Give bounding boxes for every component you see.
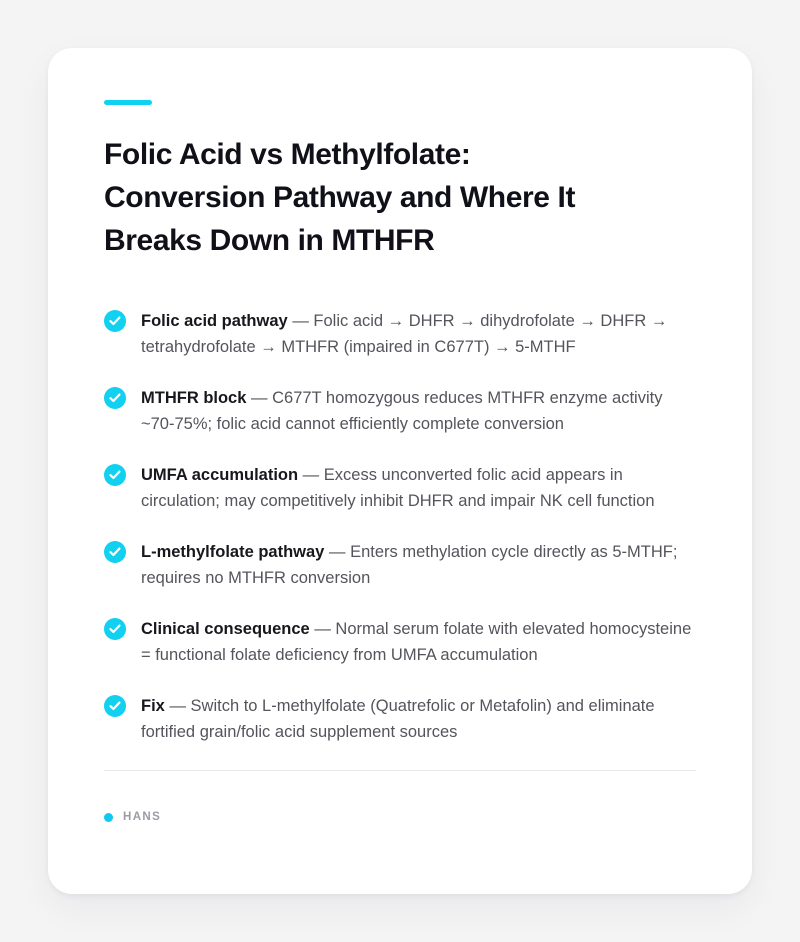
list-item-label: Folic acid pathway [141, 312, 288, 330]
list-item-label: Fix [141, 697, 165, 715]
title-line-1: Folic Acid vs Methylfolate: [104, 138, 471, 171]
list-item-label: L-methylfolate pathway [141, 543, 325, 561]
page-title [104, 133, 696, 262]
brand-dot-icon [104, 813, 113, 822]
check-circle-icon [104, 618, 126, 640]
check-circle-icon [104, 541, 126, 563]
content-card [48, 48, 752, 894]
title-line-2: Conversion Pathway and Where It [104, 181, 576, 214]
list-item-text [141, 616, 696, 668]
check-circle-icon [104, 695, 126, 717]
list-item-label: Clinical consequence [141, 620, 310, 638]
list-item [104, 693, 696, 745]
dash-separator: — [314, 620, 331, 638]
footer [104, 811, 696, 823]
check-circle-icon [104, 387, 126, 409]
list-item [104, 385, 696, 437]
check-circle-icon [104, 464, 126, 486]
title-line-3: Breaks Down in MTHFR [104, 224, 435, 257]
list-item-body: Folic acid → DHFR → dihydrofolate → DHFR → tetrahydrofolate → MTHFR (impaired in C677T) → 5-MTHF [141, 312, 668, 356]
dash-separator: — [251, 389, 268, 407]
accent-bar [104, 100, 152, 105]
list-item-text [141, 462, 696, 514]
check-circle-icon [104, 310, 126, 332]
list-item-body: C677T homozygous reduces MTHFR enzyme activity ~70-75%; folic acid cannot efficiently complete conversion [141, 389, 663, 433]
list-item-body: Switch to L-methylfolate (Quatrefolic or Metafolin) and eliminate fortified grain/folic acid supplement sources [141, 697, 655, 741]
list-item-text [141, 385, 696, 437]
dash-separator: — [292, 312, 309, 330]
brand-name: HANS [123, 811, 162, 823]
list-item-body: Normal serum folate with elevated homocysteine = functional folate deficiency from UMFA accumulation [141, 620, 692, 664]
footer-divider [104, 770, 696, 771]
list-item [104, 462, 696, 514]
dash-separator: — [169, 697, 186, 715]
list-item-label: MTHFR block [141, 389, 247, 407]
dash-separator: — [328, 543, 346, 561]
list-item-label: UMFA accumulation [141, 466, 299, 484]
list-item [104, 539, 696, 591]
list-item-text [141, 308, 696, 360]
list-item-body: Excess unconverted folic acid appears in circulation; may competitively inhibit DHFR and impair NK cell function [141, 466, 655, 510]
dash-separator: — [302, 466, 320, 484]
list-item-text [141, 539, 696, 591]
list-item [104, 308, 696, 360]
list-item-text [141, 693, 696, 745]
list-item [104, 616, 696, 668]
list-item-body: Enters methylation cycle directly as 5-MTHF; requires no MTHFR conversion [141, 543, 678, 587]
